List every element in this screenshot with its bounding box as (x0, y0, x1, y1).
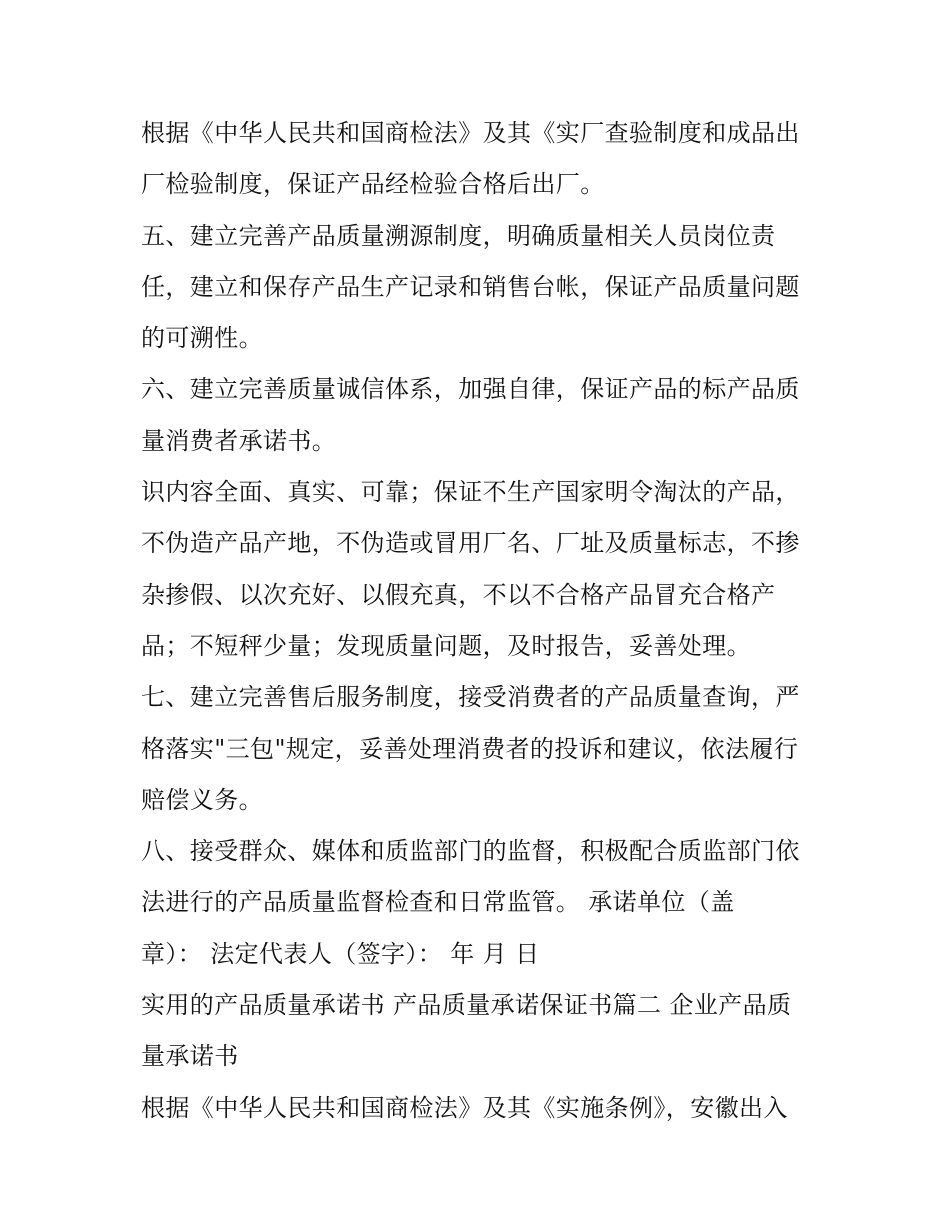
text-line: 格落实"三包"规定，妥善处理消费者的投诉和建议，依法履行 (141, 734, 799, 763)
text-line: 任，建立和保存产品生产记录和销售台帐，保证产品质量问题 (141, 272, 800, 301)
text-line: 七、建立完善售后服务制度，接受消费者的产品质量查询，严 (141, 683, 800, 712)
text-line: 八、接受群众、媒体和质监部门的监督，积极配合质监部门依 (141, 837, 800, 866)
text-line: 根据《中华人民共和国商检法》及其《实施条例》，安徽出入 (141, 1093, 788, 1122)
text-line: 识内容全面、真实、可靠；保证不生产国家明令淘汰的产品， (141, 478, 800, 507)
text-line: 根据《中华人民共和国商检法》及其《实厂查验制度和成品出 (141, 119, 800, 147)
text-line: 法进行的产品质量监督检查和日常监管。 承诺单位（盖 (141, 888, 735, 917)
text-line: 章）： 法定代表人（签字）： 年 月 日 (141, 939, 540, 968)
document-body (141, 108, 821, 1134)
text-line: 六、建立完善质量诚信体系，加强自律，保证产品的标产品质 (141, 375, 800, 404)
text-line: 五、建立完善产品质量溯源制度，明确质量相关人员岗位责 (141, 221, 776, 250)
text-line: 杂掺假、以次充好、以假充真，不以不合格产品冒充合格产 (141, 580, 776, 609)
text-line: 量消费者承诺书。 (141, 426, 337, 455)
text-line: 量承诺书 (141, 1042, 239, 1071)
text-line: 的可溯性。 (141, 324, 263, 353)
text-line: 赔偿义务。 (141, 785, 263, 814)
text-line: 实用的产品质量承诺书 产品质量承诺保证书篇二 企业产品质 (141, 991, 792, 1020)
text-line: 不伪造产品产地，不伪造或冒用厂名、厂址及质量标志，不掺 (141, 529, 800, 558)
text-line: 品；不短秤少量；发现质量问题，及时报告，妥善处理。 (141, 631, 751, 660)
text-line: 厂检验制度，保证产品经检验合格后出厂。 (141, 170, 605, 199)
